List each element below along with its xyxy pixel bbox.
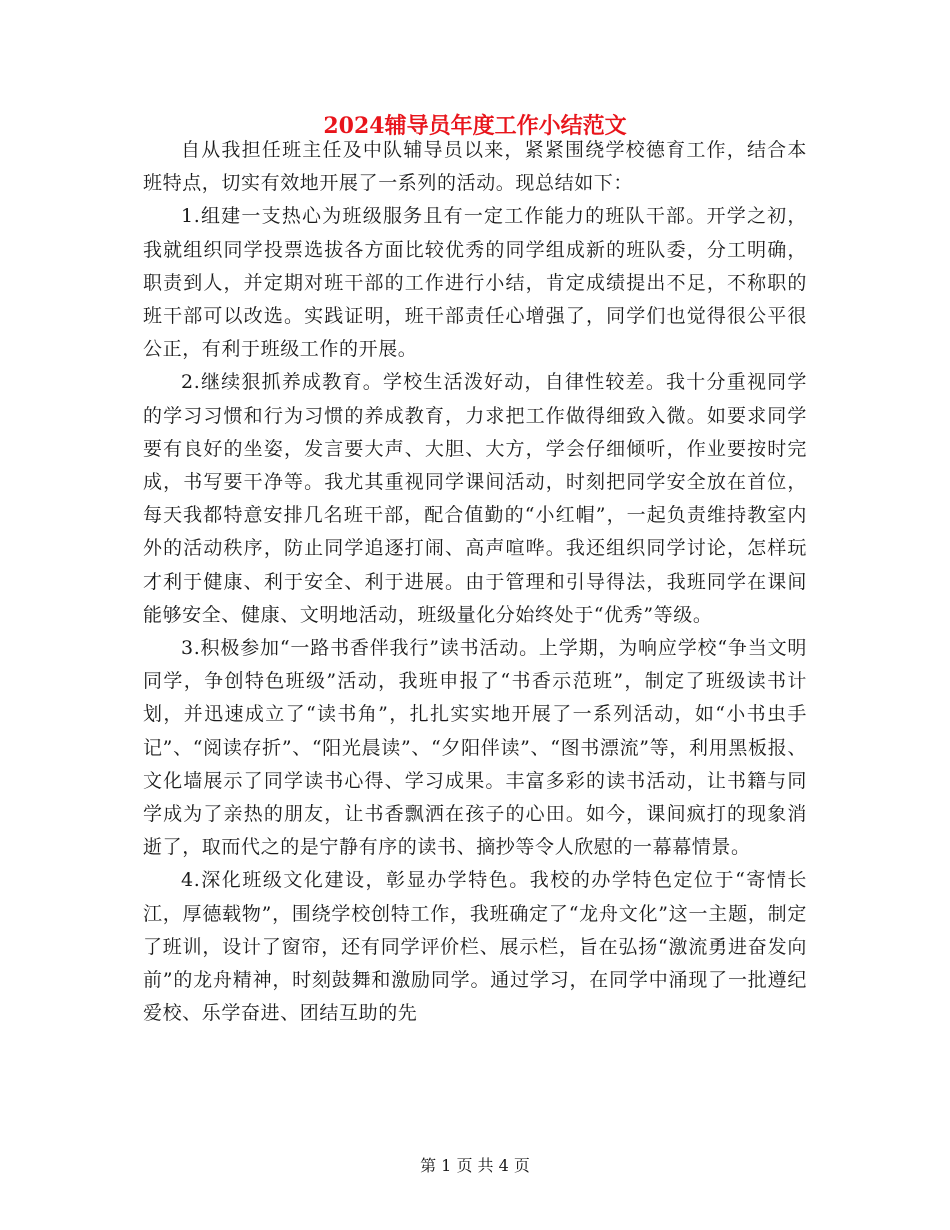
document-body: [143, 134, 807, 1030]
paragraph-intro: 自从我担任班主任及中队辅导员以来，紧紧围绕学校德育工作，结合本班特点，切实有效地开展了一系列的活动。现总结如下：: [143, 139, 807, 195]
paragraph-3: 3.积极参加“一路书香伴我行”读书活动。上学期，为响应学校“争当文明同学，争创特色班级”活动，我班申报了“书香示范班”，制定了班级读书计划，并迅速成立了“读书角”，扎扎实实地开展了一系列活动，如“小书虫手记”、“阅读存折”、“阳光晨读”、“夕阳伴读”、“图书漂流”等，利用黑板报、文化墙展示了同学读书心得、学习成果。丰富多彩的读书活动，让书籍与同学成为了亲热的朋友，让书香飘洒在孩子的心田。如今，课间疯打的现象消逝了，取而代之的是宁静有序的读书、摘抄等令人欣慰的一幕幕情景。: [143, 637, 807, 859]
paragraph-2: 2.继续狠抓养成教育。学校生活泼好动，自律性较差。我十分重视同学的学习习惯和行为习惯的养成教育，力求把工作做得细致入微。如要求同学要有良好的坐姿，发言要大声、大胆、大方，学会仔细倾听，作业要按时完成，书写要干净等。我尤其重视同学课间活动，时刻把同学安全放在首位，每天我都特意安排几名班干部，配合值勤的“小红帽”，一起负责维持教室内外的活动秩序，防止同学追逐打闹、高声喧哗。我还组织同学讨论，怎样玩才利于健康、利于安全、利于进展。由于管理和引导得法，我班同学在课间能够安全、健康、文明地活动，班级量化分始终处于“优秀”等级。: [143, 371, 807, 626]
document-title: 2024辅导员年度工作小结范文: [323, 113, 627, 139]
page-footer: 第 1 页 共 4 页: [420, 1156, 530, 1175]
paragraph-1: 1.组建一支热心为班级服务且有一定工作能力的班队干部。开学之初，我就组织同学投票选拔各方面比较优秀的同学组成新的班队委，分工明确，职责到人，并定期对班干部的工作进行小结，肯定成绩提出不足，不称职的班干部可以改选。实践证明，班干部责任心增强了，同学们也觉得很公平很公正，有利于班级工作的开展。: [143, 205, 807, 361]
paragraph-4: 4.深化班级文化建设，彰显办学特色。我校的办学特色定位于“寄情长江，厚德载物”，围绕学校创特工作，我班确定了“龙舟文化”这一主题，制定了班训，设计了窗帘，还有同学评价栏、展示栏，旨在弘扬“激流勇进奋发向前”的龙舟精神，时刻鼓舞和激励同学。通过学习，在同学中涌现了一批遵纪爱校、乐学奋进、团结互助的先: [143, 869, 807, 1025]
